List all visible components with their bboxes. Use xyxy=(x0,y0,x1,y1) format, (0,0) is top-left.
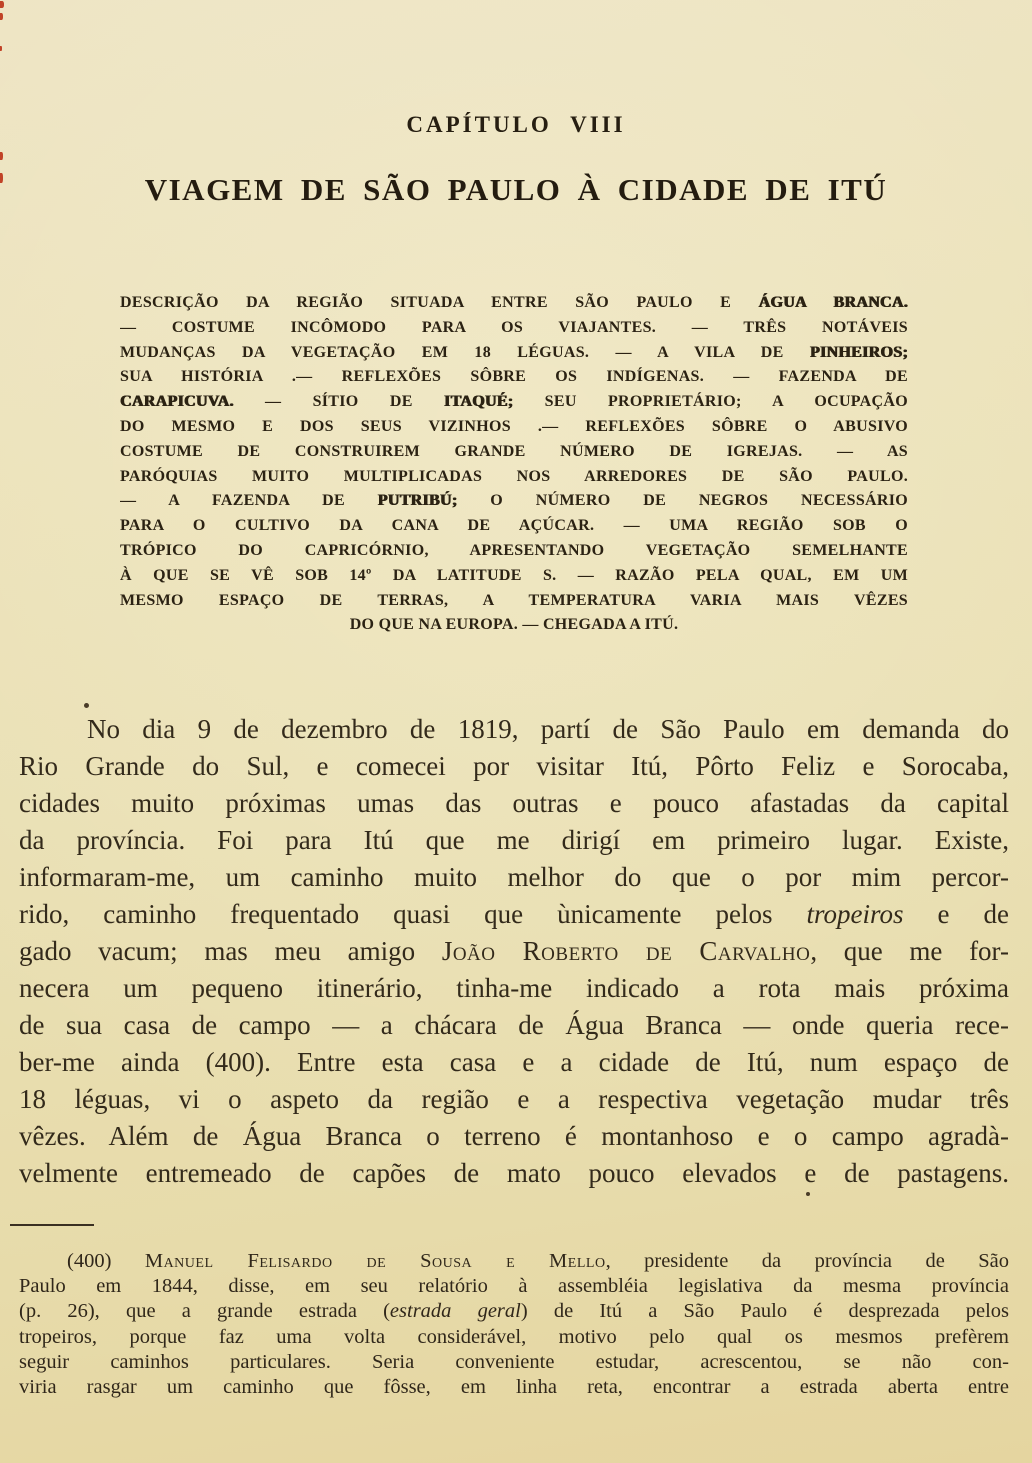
chapter-heading: CAPÍTULO VIII xyxy=(406,112,626,137)
footnote-line: (400) Manuel Felisardo de Sousa e Mello, presidente da província de São xyxy=(67,1250,1009,1272)
summary-line: MESMO ESPAÇO DE TERRAS, A TEMPERATURA VARIA MAIS VÊZES xyxy=(120,591,908,609)
chapter-summary xyxy=(120,291,908,638)
summary-line: À QUE SE VÊ SOB 14º DA LATITUDE S. — RAZÃO PELA QUAL, EM UM xyxy=(120,566,908,584)
body-line: 18 léguas, vi o aspeto da região e a respectiva vegetação mudar três xyxy=(19,1084,1009,1114)
footnote xyxy=(19,1249,1009,1400)
summary-line: DO QUE NA EUROPA. — CHEGADA A ITÚ. xyxy=(349,616,679,634)
red-edge-mark xyxy=(0,46,2,51)
footnote-line: (p. 26), que a grande estrada (estrada geral) de Itú a São Paulo é desprezada pelos xyxy=(19,1300,1009,1323)
body-line: necera um pequeno itinerário, tinha-me indicado a rota mais próxima xyxy=(19,973,1009,1003)
page-title: VIAGEM DE SÃO PAULO À CIDADE DE ITÚ xyxy=(144,172,888,207)
summary-line: DO MESMO E DOS SEUS VIZINHOS .— REFLEXÕES SÔBRE O ABUSIVO xyxy=(120,417,908,435)
red-edge-mark xyxy=(0,152,3,160)
body-line: da província. Foi para Itú que me dirigí em primeiro lugar. Existe, xyxy=(19,825,1009,855)
summary-line: PARA O CULTIVO DA CANA DE AÇÚCAR. — UMA REGIÃO SOB O xyxy=(120,517,908,535)
body-line: cidades muito próximas umas das outras e pouco afastadas da capital xyxy=(19,788,1009,818)
summary-line: — COSTUME INCÔMODO PARA OS VIAJANTES. — TRÊS NOTÁVEIS xyxy=(120,318,908,336)
body-line: Rio Grande do Sul, e comecei por visitar Itú, Pôrto Feliz e Sorocaba, xyxy=(19,751,1009,781)
red-edge-mark xyxy=(0,1,4,8)
body-line: de sua casa de campo — a chácara de Água Branca — onde queria rece- xyxy=(19,1010,1009,1040)
body-line: gado vacum; mas meu amigo João Roberto de Carvalho, que me for- xyxy=(19,936,1009,966)
footnote-line: Paulo em 1844, disse, em seu relatório à assembléia legislativa da mesma província xyxy=(19,1275,1009,1298)
footnote-line: viria rasgar um caminho que fôsse, em linha reta, encontrar a estrada aberta entre xyxy=(19,1375,1009,1398)
footnote-line: tropeiros, porque faz uma volta considerável, motivo pelo qual os mesmos prefèrem xyxy=(19,1325,1009,1348)
summary-line: MUDANÇAS DA VEGETAÇÃO EM 18 LÉGUAS. — A VILA DE PINHEIROS; xyxy=(120,343,908,361)
body-line: No dia 9 de dezembro de 1819, partí de São Paulo em demanda do xyxy=(87,714,1009,744)
body-paragraph xyxy=(19,711,1009,1192)
summary-line: TRÓPICO DO CAPRICÓRNIO, APRESENTANDO VEGETAÇÃO SEMELHANTE xyxy=(120,541,908,559)
body-line: informaram-me, um caminho muito melhor do que o por mim percor- xyxy=(19,862,1009,892)
summary-line: SUA HISTÓRIA .— REFLEXÕES SÔBRE OS INDÍGENAS. — FAZENDA DE xyxy=(120,368,908,386)
summary-line: COSTUME DE CONSTRUIREM GRANDE NÚMERO DE IGREJAS. — AS xyxy=(120,442,908,460)
ink-speck xyxy=(806,1192,810,1196)
body-line: rido, caminho frequentado quasi que ùnicamente pelos tropeiros e de xyxy=(19,899,1009,929)
body-line: ber-me ainda (400). Entre esta casa e a cidade de Itú, num espaço de xyxy=(19,1047,1009,1077)
summary-line: PARÓQUIAS MUITO MULTIPLICADAS NOS ARREDORES DE SÃO PAULO. xyxy=(120,467,908,485)
footnote-line: seguir caminhos particulares. Seria conveniente estudar, acrescentou, se não con- xyxy=(19,1350,1009,1373)
summary-line: CARAPICUVA. — SÍTIO DE ITAQUÉ; SEU PROPRIETÁRIO; A OCUPAÇÃO xyxy=(120,393,908,411)
summary-line: — A FAZENDA DE PUTRIBÚ; O NÚMERO DE NEGROS NECESSÁRIO xyxy=(120,492,908,510)
body-line: velmente entremeado de capões de mato pouco elevados e de pastagens. xyxy=(19,1158,1009,1188)
red-edge-mark xyxy=(0,13,3,20)
body-line: vêzes. Além de Água Branca o terreno é montanhoso e o campo agradà- xyxy=(19,1121,1009,1151)
summary-line: DESCRIÇÃO DA REGIÃO SITUADA ENTRE SÃO PAULO E ÁGUA BRANCA. xyxy=(120,294,908,311)
footnote-rule xyxy=(10,1224,94,1226)
ink-speck xyxy=(84,703,89,708)
